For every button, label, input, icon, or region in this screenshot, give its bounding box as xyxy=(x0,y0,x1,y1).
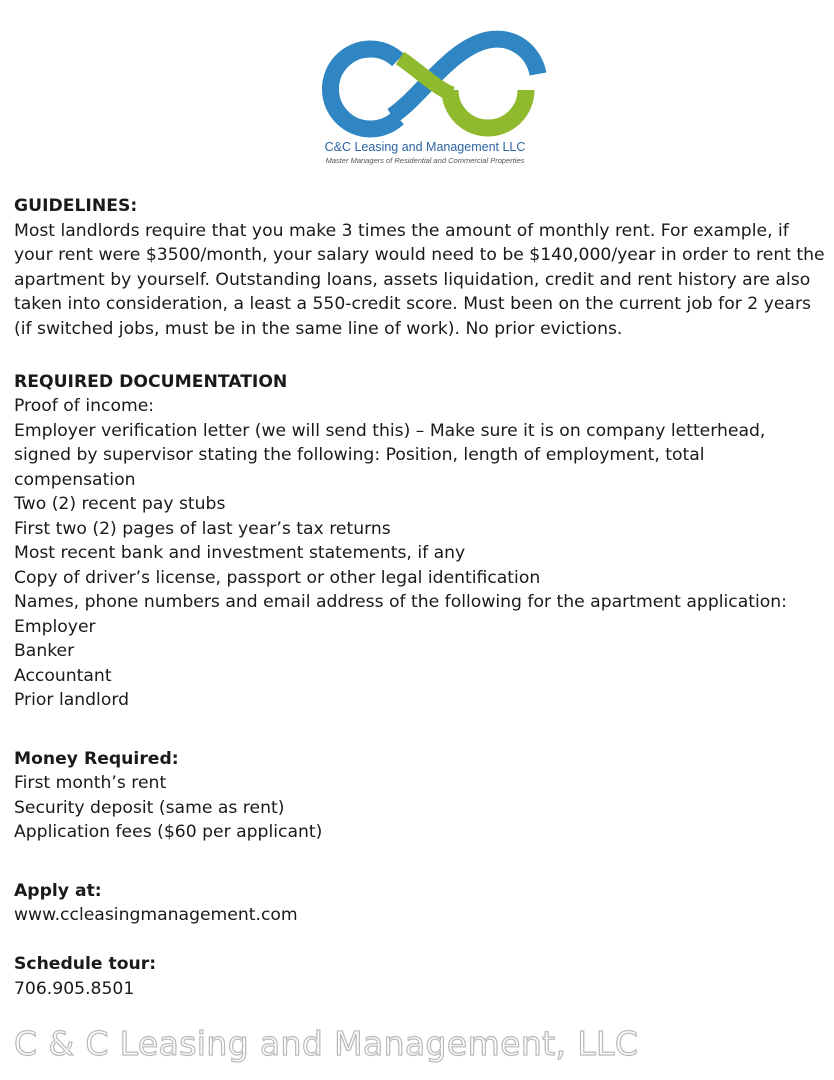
guidelines-section xyxy=(14,194,826,341)
list-item: Employer xyxy=(14,616,96,637)
money-heading: Money Required: xyxy=(14,748,179,769)
list-item: First month’s rent xyxy=(14,773,167,793)
company-tagline: Master Managers of Residential and Commercial Properties xyxy=(325,156,525,165)
list-item: Names, phone numbers and email address of the following for the apartment application: xyxy=(14,592,787,612)
list-item: Application fees ($60 per applicant) xyxy=(14,822,323,842)
list-item: Employer verification letter (we will send this) – Make sure it is on company letterhead, signed by supervisor stating the following: Position, length of employment, total compensation xyxy=(14,420,766,490)
documentation-heading: REQUIRED DOCUMENTATION xyxy=(14,371,288,392)
phone-number[interactable]: 706.905.8501 xyxy=(14,978,135,999)
documentation-section xyxy=(14,370,826,713)
list-item: Proof of income: xyxy=(14,396,155,416)
document-body xyxy=(14,194,826,1001)
website-link[interactable]: www.ccleasingmanagement.com xyxy=(14,905,298,925)
tour-section xyxy=(14,952,826,1001)
list-item: First two (2) pages of last year’s tax returns xyxy=(14,518,391,539)
company-logo xyxy=(300,18,550,168)
list-item: Copy of driver’s license, passport or other legal identification xyxy=(14,567,541,588)
apply-heading: Apply at: xyxy=(14,880,102,901)
list-item: Prior landlord xyxy=(14,690,130,710)
money-section xyxy=(14,747,826,845)
list-item: Banker xyxy=(14,641,75,661)
company-name: C&C Leasing and Management LLC xyxy=(324,140,526,154)
tour-heading: Schedule tour: xyxy=(14,954,157,974)
list-item: Most recent bank and investment statements, if any xyxy=(14,543,466,563)
guidelines-heading: GUIDELINES: xyxy=(14,196,138,216)
list-item: Accountant xyxy=(14,665,112,686)
infinity-cc-logo-icon xyxy=(300,18,550,138)
apply-section xyxy=(14,879,826,928)
watermark: C & C Leasing and Management, LLC xyxy=(14,1024,639,1063)
guidelines-text: Most landlords require that you make 3 times the amount of monthly rent. For example, if your rent were $3500/month, your salary would need to be $140,000/year in order to rent the apartment by yourself. Outstanding loans, assets liquidation, credit and rent history are also taken into consideration, a least a 550-credit score. Must been on the current job for 2 years (if switched jobs, must be in the same line of work). No prior evictions. xyxy=(14,220,825,339)
list-item: Security deposit (same as rent) xyxy=(14,797,285,818)
list-item: Two (2) recent pay stubs xyxy=(14,494,226,514)
